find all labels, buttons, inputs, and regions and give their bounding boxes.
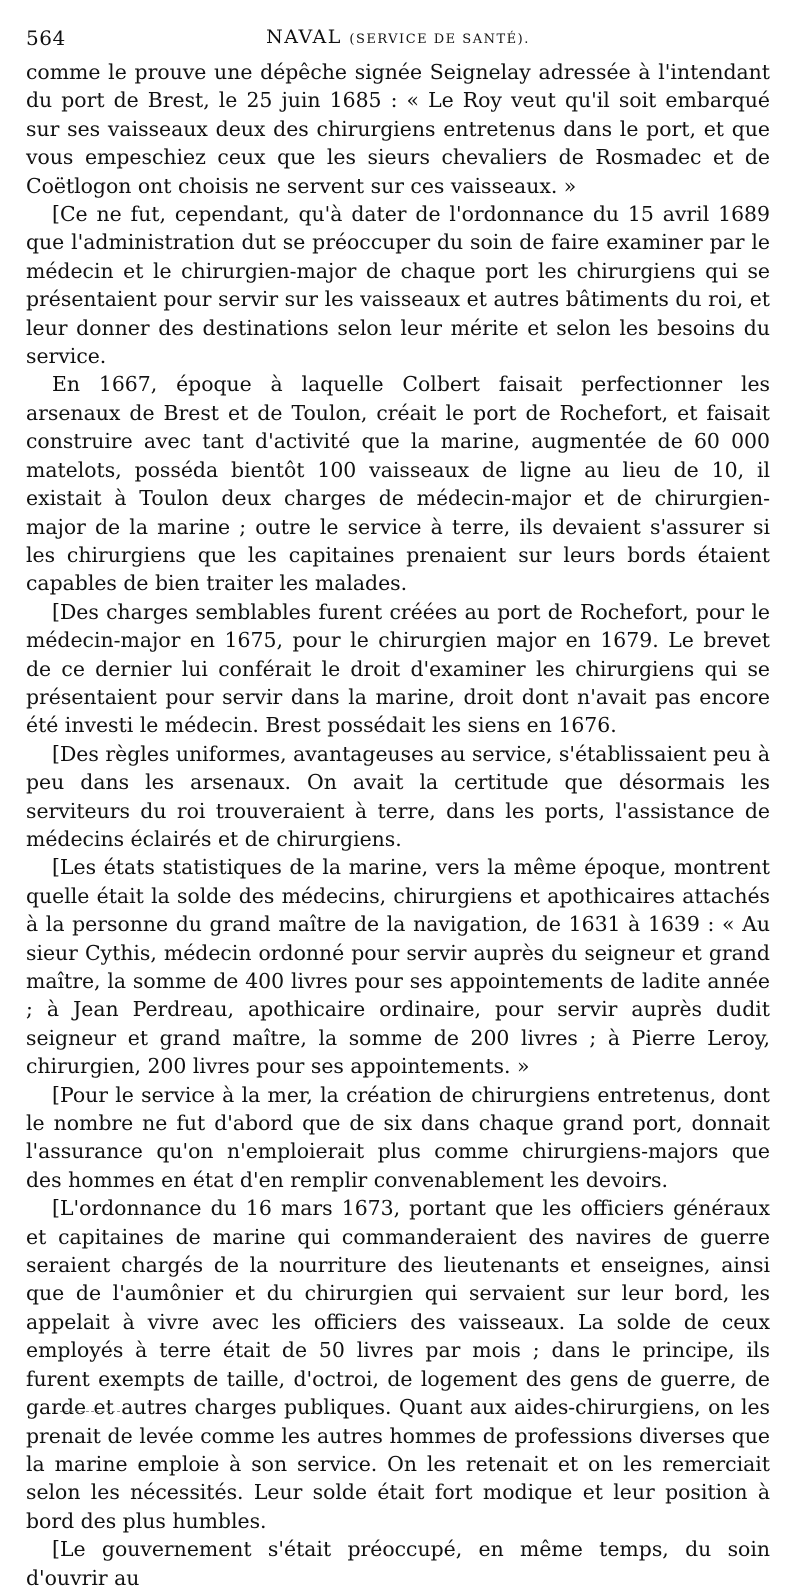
running-subtitle: (SERVICE DE SANTÉ).: [349, 32, 530, 47]
page-number: 564: [26, 26, 66, 50]
running-title: NAVAL: [266, 26, 342, 48]
paragraph: comme le prouve une dépêche signée Seignelay adressée à l'intendant du port de Brest, le 25 juin 1685 : « Le Roy veut qu'il soit embarqué sur ses vaisseaux deux des chirurgiens entretenus dans le port, et que vous empeschiez ceux que les sieurs chevaliers de Rosmadec et de Coëtlogon ont choisis ne servent sur ces vaisseaux. »: [26, 60, 770, 198]
paragraph: En 1667, époque à laquelle Colbert faisait perfectionner les arsenaux de Brest et de Toulon, créait le port de Rochefort, et faisait construire avec tant d'activité que la marine, augmentée de 60 000 matelots, posséda bientôt 100 vaisseaux de ligne au lieu de 10, il existait à Toulon deux charges de médecin-major et de chirurgien-major de la marine ; outre le service à terre, ils devaient s'assurer si les chirurgiens que les capitaines prenaient sur leurs bords étaient capables de bien traiter les malades.: [26, 372, 770, 596]
paragraph: [Les états statistiques de la marine, vers la même époque, montrent quelle était la solde des médecins, chirurgiens et apothicaires attachés à la personne du grand maître de la navigation, de 1631 à 1639 : « Au sieur Cythis, médecin ordonné pour servir auprès du seigneur et grand maître, la somme de 400 livres pour ses appointements de ladite année ; à Jean Perdreau, apothicaire ordinaire, pour servir auprès dudit seigneur et grand maître, la somme de 200 livres ; à Pierre Leroy, chirurgien, 200 livres pour ses appointements. »: [26, 855, 770, 1079]
footer-rule: [60, 1411, 120, 1412]
paragraph: [Des charges semblables furent créées au port de Rochefort, pour le médecin-major en 1675, pour le chirurgien major en 1679. Le brevet de ce dernier lui conférait le droit d'examiner les chirurgiens qui se présentaient pour servir dans la marine, droit dont n'avait pas encore été investi le médecin. Brest possédait les siens en 1676.: [26, 599, 770, 738]
book-page: [26, 20, 770, 1592]
page-header: [26, 20, 770, 54]
paragraph: [Des règles uniformes, avantageuses au service, s'établissaient peu à peu dans les arsenaux. On avait la certitude que désormais les serviteurs du roi trouveraient à terre, dans les ports, l'assistance de médecins éclairés et de chirurgiens.: [26, 741, 770, 851]
paragraph: [Pour le service à la mer, la création de chirurgiens entretenus, dont le nombre ne fut d'abord que de six dans chaque grand port, donnait l'assurance qu'on n'emploierait plus comme chirurgiens-majors que des hommes en état d'en remplir convenablement les devoirs.: [26, 1082, 770, 1192]
paragraph: [Ce ne fut, cependant, qu'à dater de l'ordonnance du 15 avril 1689 que l'administration dut se préoccuper du soin de faire examiner par le médecin et le chirurgien-major de chaque port les chirurgiens qui se présentaient pour servir sur les vaisseaux et autres bâtiments du roi, et leur donner des destinations selon leur mérite et selon les besoins du service.: [26, 202, 770, 369]
paragraph: [L'ordonnance du 16 mars 1673, portant que les officiers généraux et capitaines de marine qui commanderaient des navires de guerre seraient chargés de la nourriture des lieutenants et enseignes, ainsi que de l'aumônier et du chirurgien qui servaient sur leur bord, les appelait à vivre avec les officiers des vaisseaux. La solde de ceux employés à terre était de 50 livres par mois ; dans le principe, ils furent exempts de taille, d'octroi, de logement des gens de guerre, de garde et autres charges publiques. Quant aux aides-chirurgiens, on les prenait de levée comme les autres hommes de professions diverses que la marine emploie à son service. On les retenait et on les remerciait selon les nécessités. Leur solde était fort modique et leur position à bord des plus humbles.: [26, 1196, 770, 1533]
body-text: [26, 58, 770, 1592]
paragraph: [Le gouvernement s'était préoccupé, en même temps, du soin d'ouvrir au: [26, 1537, 770, 1590]
running-head: [26, 26, 770, 48]
